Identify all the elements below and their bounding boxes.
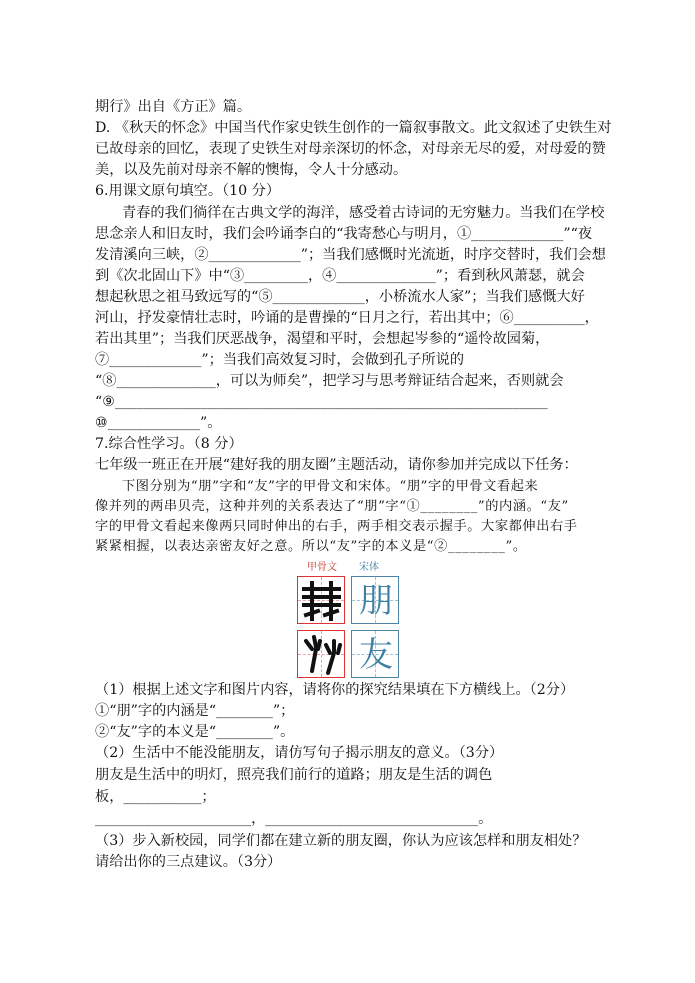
text-line: 朋友是生活中的明灯，照亮我们前行的道路；朋友是生活的调色 xyxy=(95,767,493,783)
material-line: 下图分别为“朋”字和“友”字的甲骨文和宋体。“朋”字的甲骨文看起来 xyxy=(122,479,539,494)
text-line: D. 《秋天的怀念》中国当代作家史铁生创作的一篇叙事散文。此文叙述了史铁生对 xyxy=(95,120,612,136)
oracle-peng-glyph xyxy=(298,577,346,625)
oracle-peng-cell xyxy=(297,576,345,624)
text-line: 思念亲人和旧友时，我们会吟诵李白的“我寄愁心与明月，①_____________”“夜 xyxy=(95,226,593,242)
text-line: 若出其里”；当我们厌恶战争，渴望和平时，会想起岑参的“遥怜故园菊， xyxy=(95,331,550,347)
sub-question-3: （3）步入新校园，同学们都在建立新的朋友圈，你认为应该怎样和朋友相处？ xyxy=(95,833,587,849)
label-oracle-bone: 甲骨文 xyxy=(307,562,337,573)
text-line: 请给出你的三点建议。（3分） xyxy=(95,854,282,870)
oracle-you-cell xyxy=(297,630,345,678)
material-line: 紧紧相握，以表达亲密友好之意。所以“友”字的本义是“②________”。 xyxy=(95,539,527,554)
answer-line: ______________________，______________________________。 xyxy=(95,811,493,827)
material-line: 字的甲骨文看起来像两只同时伸出的右手，两手相交表示握手。大家都伸出右手 xyxy=(95,519,578,534)
text-line: 河山，抒发豪情壮志时，吟诵的是曹操的“日月之行，若出其中；⑥__________， xyxy=(95,310,599,326)
text-line: 到《次北固山下》中“③_________，④______________”；看到秋风萧瑟，就会 xyxy=(95,268,585,284)
song-peng-cell xyxy=(351,576,399,624)
song-peng-char: 朋 xyxy=(359,581,393,621)
label-song-typeface: 宋体 xyxy=(359,562,379,573)
sub-question-1: （1）根据上述文字和图片内容，请将你的探究结果填在下方横线上。（2分） xyxy=(95,682,575,698)
reading-material xyxy=(95,477,605,557)
oracle-you-glyph xyxy=(298,631,346,679)
text-line: 青春的我们徜徉在古典文学的海洋，感受着古诗词的无穷魅力。当我们在学校 xyxy=(122,205,605,221)
text-line: ⑦_____________”；当我们高效复习时，会做到孔子所说的 xyxy=(95,352,465,368)
text-line: 发清溪向三峡，②_____________”；当我们感慨时光流逝，时序交替时，我们会想 xyxy=(95,247,606,263)
sub-question-2: （2）生活中不能没能朋友，请仿写句子揭示朋友的意义。（3分） xyxy=(95,745,504,761)
text-line: 期行》出自《方正》篇。 xyxy=(95,99,252,115)
material-line: 像并列的两串贝壳，这种并列的关系表达了“朋”字“①________”的内涵。“友” xyxy=(95,499,569,514)
answer-line: ②“友”字的本义是“________”。 xyxy=(95,724,295,740)
text-line: 七年级一班正在开展“建好我的朋友圈”主题活动，请你参加并完成以下任务： xyxy=(95,457,578,473)
question-6-title: 6.用课文原句填空。（10 分） xyxy=(95,183,281,199)
text-line: ⑩_____________”。 xyxy=(95,415,222,431)
answer-line: 板，___________； xyxy=(95,789,216,805)
character-figure xyxy=(297,576,401,680)
text-line: 已故母亲的回忆，表现了史铁生对母亲深切的怀念，对母亲无尽的爱，对母爱的赞 xyxy=(95,141,606,157)
text-line: “⑨_____________________________________________________________ xyxy=(95,394,548,410)
song-you-cell xyxy=(351,630,399,678)
answer-line: ①“朋”字的内涵是“________”； xyxy=(95,703,295,719)
question-7-title: 7.综合性学习。（8 分） xyxy=(95,436,243,452)
text-line: “⑧______________，可以为师矣”，把学习与思考辩证结合起来，否则就会 xyxy=(95,373,564,389)
song-you-char: 友 xyxy=(359,635,393,675)
text-line: 美，以及先前对母亲不解的懊悔，令人十分感动。 xyxy=(95,162,408,178)
text-line: 想起秋思之祖马致远写的“⑤_____________，小桥流水人家”；当我们感慨大好 xyxy=(95,289,585,305)
